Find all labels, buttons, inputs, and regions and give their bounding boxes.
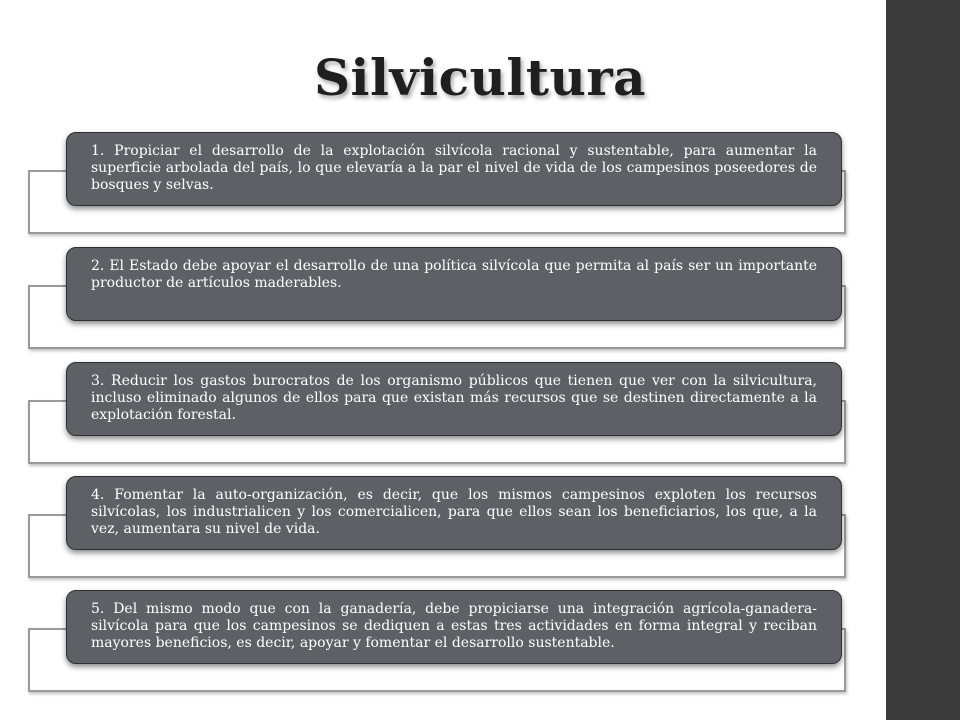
list-item-card: 4. Fomentar la auto-organización, es decir, que los mismos campesinos exploten los recursos silvícolas, los industrialicen y los comercialicen, para que ellos sean los beneficiarios, los que, a la vez, aumentara su nivel de vida. <box>66 476 842 550</box>
list-item-card: 1. Propiciar el desarrollo de la explotación silvícola racional y sustentable, para aumentar la superficie arbolada del país, lo que elevaría a la par el nivel de vida de los campesinos poseedores de bosques y selvas. <box>66 132 842 206</box>
list-item-card: 2. El Estado debe apoyar el desarrollo de una política silvícola que permita al país ser un importante productor de artículos maderables. <box>66 247 842 321</box>
list-item-card: 3. Reducir los gastos burocratos de los organismo públicos que tienen que ver con la silvicultura, incluso eliminado algunos de ellos para que existan más recursos que se destinen directamente a la explotación forestal. <box>66 362 842 436</box>
slide-title: Silvicultura <box>313 48 647 107</box>
list-item-card: 5. Del mismo modo que con la ganadería, debe propiciarse una integración agrícola-ganadera-silvícola para que los campesinos se dediquen a estas tres actividades en forma integral y reciban mayores beneficios, es decir, apoyar y fomentar el desarrollo sustentable. <box>66 590 842 664</box>
side-bar <box>886 0 960 720</box>
